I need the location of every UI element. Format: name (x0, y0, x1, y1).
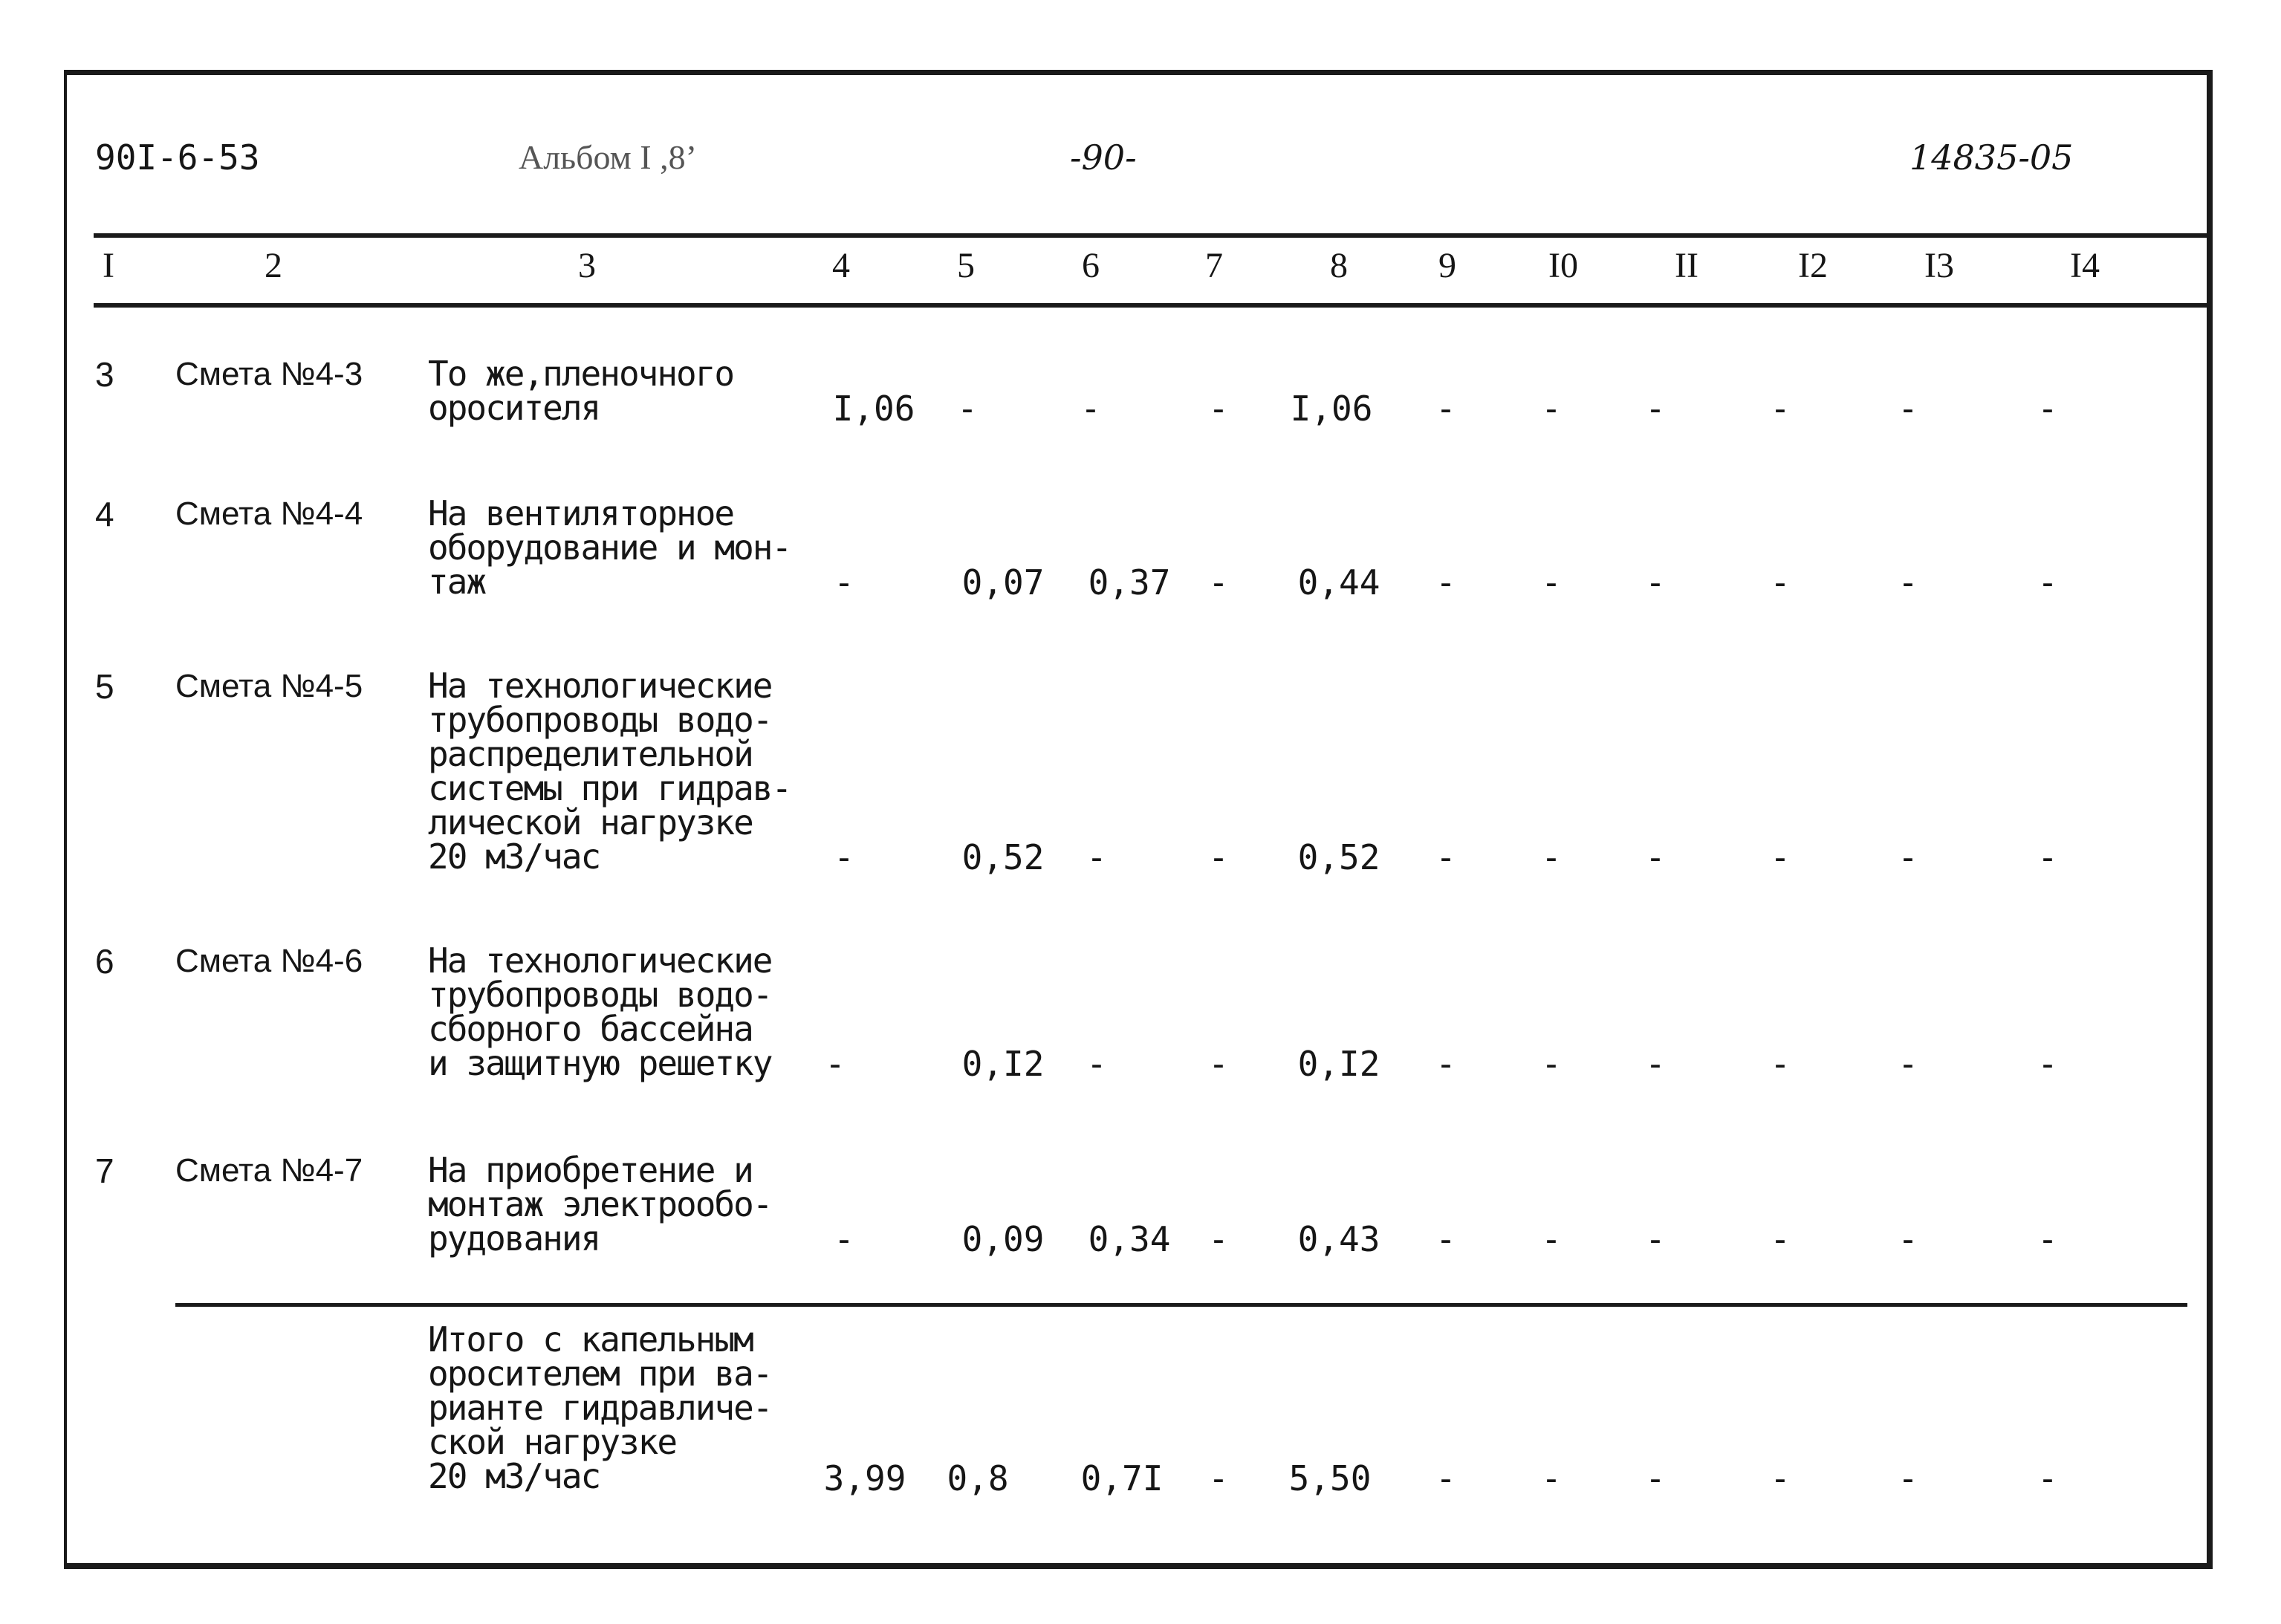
value-cell: - (1645, 389, 1666, 429)
archive-number: 14835-05 (1910, 137, 2074, 178)
value-cell: - (2037, 1044, 2058, 1084)
value-cell: - (1086, 1044, 1107, 1084)
total-value-cell: - (1898, 1458, 1918, 1498)
estimate-ref: Смета №4-6 (175, 943, 363, 979)
value-cell: - (1898, 1219, 1918, 1259)
row-number: 7 (95, 1152, 114, 1190)
value-cell: - (1898, 837, 1918, 877)
value-cell: 0,37 (1088, 562, 1171, 602)
value-cell: - (1541, 389, 1562, 429)
total-value-cell: - (1435, 1458, 1456, 1498)
value-cell: - (1645, 1044, 1666, 1084)
value-cell: - (1080, 389, 1101, 429)
column-number: 9 (1438, 246, 1456, 285)
value-cell: - (1208, 389, 1229, 429)
value-cell: - (1435, 562, 1456, 602)
row-description: На вентиляторное оборудование и мон- таж (428, 493, 791, 602)
total-value-cell: 0,8 (947, 1458, 1009, 1498)
row-number: 6 (95, 942, 114, 981)
estimate-ref: Смета №4-5 (175, 668, 363, 704)
row-number: 4 (95, 495, 114, 533)
value-cell: - (1645, 837, 1666, 877)
total-value-cell: - (1208, 1458, 1229, 1498)
table-top-rule (94, 233, 2208, 238)
value-cell: - (1898, 389, 1918, 429)
value-cell: - (2037, 1219, 2058, 1259)
value-cell: - (825, 1044, 846, 1084)
column-number: 3 (578, 246, 596, 285)
total-value-cell: 0,7I (1080, 1458, 1164, 1498)
value-cell: 0,I2 (1297, 1044, 1380, 1084)
column-number: I (103, 246, 114, 285)
value-cell: 0,43 (1297, 1219, 1380, 1259)
value-cell: 0,09 (961, 1219, 1045, 1259)
value-cell: - (1435, 1219, 1456, 1259)
column-number: I4 (2070, 246, 2100, 285)
total-description: Итого с капельным оросителем при ва- рианте гидравличе- ской нагрузке 20 м3/час (428, 1319, 772, 1496)
value-cell: I,06 (832, 389, 915, 429)
total-value-cell: - (2037, 1458, 2058, 1498)
value-cell: 0,07 (961, 562, 1045, 602)
album-label: Альбом I ,8’ (519, 138, 697, 176)
page-number: -90- (1070, 137, 1137, 178)
row-number: 5 (95, 667, 114, 706)
page-frame (64, 70, 2213, 1569)
total-value-cell: - (1770, 1458, 1791, 1498)
value-cell: - (1208, 837, 1229, 877)
value-cell: - (1898, 562, 1918, 602)
value-cell: - (1541, 1219, 1562, 1259)
value-cell: - (1770, 837, 1791, 877)
value-cell: - (2037, 562, 2058, 602)
value-cell: - (1541, 562, 1562, 602)
total-value-cell: 3,99 (823, 1458, 906, 1498)
estimate-ref: Смета №4-7 (175, 1152, 363, 1189)
value-cell: - (1208, 1044, 1229, 1084)
row-description: На приобретение и монтаж электрообо- рудования (428, 1150, 772, 1258)
document-code: 90I-6-53 (95, 137, 260, 178)
value-cell: 0,34 (1088, 1219, 1171, 1259)
column-number: 5 (957, 246, 975, 285)
column-number: 2 (265, 246, 282, 285)
row-description: На технологические трубопроводы водо- сборного бассейна и защитную решетку (428, 941, 772, 1083)
total-value-cell: - (1645, 1458, 1666, 1498)
column-number: 7 (1205, 246, 1223, 285)
value-cell: - (1435, 837, 1456, 877)
value-cell: - (957, 389, 978, 429)
column-number: 6 (1082, 246, 1100, 285)
value-cell: - (1541, 837, 1562, 877)
column-number: I0 (1548, 246, 1578, 285)
value-cell: - (1770, 562, 1791, 602)
row-number: 3 (95, 355, 114, 394)
value-cell: - (1435, 389, 1456, 429)
row-description: На технологические трубопроводы водо- распределительной системы при гидрав- лической нагрузке 20 м3/час (428, 666, 791, 877)
value-cell: - (1770, 1219, 1791, 1259)
estimate-ref: Смета №4-3 (175, 356, 363, 392)
total-separator-rule (175, 1303, 2187, 1307)
column-number: I2 (1798, 246, 1828, 285)
value-cell: - (2037, 389, 2058, 429)
value-cell: - (834, 562, 854, 602)
value-cell: - (1208, 562, 1229, 602)
value-cell: - (1898, 1044, 1918, 1084)
value-cell: 0,52 (961, 837, 1045, 877)
column-header-rule (94, 303, 2208, 308)
value-cell: - (1770, 389, 1791, 429)
column-number: I3 (1924, 246, 1954, 285)
value-cell: 0,44 (1297, 562, 1380, 602)
value-cell: I,06 (1290, 389, 1373, 429)
value-cell: 0,52 (1297, 837, 1380, 877)
value-cell: - (1435, 1044, 1456, 1084)
value-cell: - (834, 837, 854, 877)
total-value-cell: - (1541, 1458, 1562, 1498)
value-cell: - (2037, 837, 2058, 877)
value-cell: - (1645, 1219, 1666, 1259)
value-cell: - (1208, 1219, 1229, 1259)
value-cell: - (1645, 562, 1666, 602)
value-cell: 0,I2 (961, 1044, 1045, 1084)
column-number: 4 (832, 246, 850, 285)
row-description: То же,пленочного оросителя (428, 354, 734, 428)
column-number: II (1675, 246, 1698, 285)
total-value-cell: 5,50 (1288, 1458, 1372, 1498)
column-number: 8 (1330, 246, 1348, 285)
value-cell: - (1086, 837, 1107, 877)
value-cell: - (1770, 1044, 1791, 1084)
value-cell: - (1541, 1044, 1562, 1084)
estimate-ref: Смета №4-4 (175, 496, 363, 532)
value-cell: - (834, 1219, 854, 1259)
